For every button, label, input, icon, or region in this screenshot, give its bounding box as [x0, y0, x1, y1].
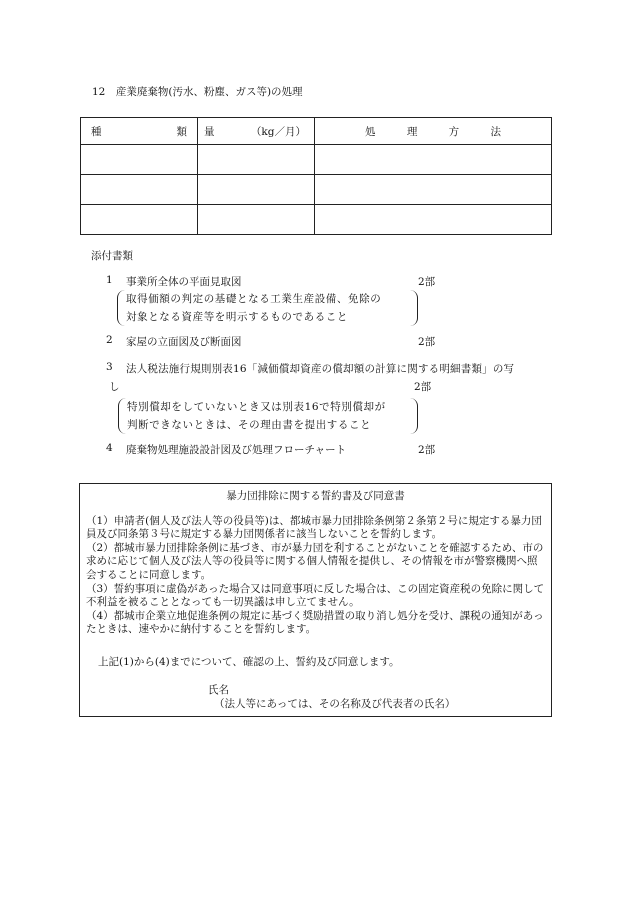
pledge-item-3: （3）誓約事項に虚偽があった場合又は同意事項に反した場合は、この固定資産税の免除に関して不利益を被ることとなっても一切異議は申し立てません。: [86, 583, 545, 609]
header-method-2: 理: [406, 125, 418, 138]
attachment-2-num: 2: [106, 334, 113, 346]
note-3-line-2: 判断できないときは、その理由書を提出すること: [127, 419, 372, 431]
waste-table: [80, 117, 552, 235]
header-kind-1: 種: [91, 125, 102, 138]
note-bracket-1: [117, 290, 418, 326]
note-1-line-1: 取得価額の判定の基礎となる工業生産設備、免除の: [126, 293, 382, 305]
header-method-3: 方: [448, 125, 460, 138]
table-cell-method[interactable]: [315, 175, 552, 205]
pledge-title: 暴力団排除に関する誓約書及び同意書: [226, 490, 405, 502]
table-cell-amount[interactable]: [198, 145, 315, 175]
header-method: [315, 118, 552, 145]
table-row: [81, 175, 552, 205]
section-title: 12 産業廃棄物(汚水、粉塵、ガス等)の処理: [92, 86, 303, 98]
pledge-item-1: （1）申請者(個人及び法人等の役員等)は、都城市暴力団排除条例第２条第２号に規定する暴力団員及び同条第３号に規定する暴力団関係者に該当しないことを誓約します。: [86, 515, 542, 541]
attachment-1-num: 1: [106, 274, 113, 286]
attachment-4-num: 4: [106, 442, 113, 454]
name-note: （法人等にあっては、その名称及び代表者の氏名）: [214, 698, 456, 710]
table-row: [81, 145, 552, 175]
note-bracket-3: [118, 398, 418, 434]
name-label: 氏名: [208, 684, 229, 696]
header-amount-unit: （kg／月）: [250, 125, 306, 138]
pledge-box: [79, 483, 552, 717]
attachment-2-copies: 2部: [418, 336, 436, 348]
attachment-3-copies: 2部: [414, 381, 432, 393]
attachment-3-continued: し: [109, 381, 120, 393]
table-cell-kind[interactable]: [81, 175, 198, 205]
note-3-line-1: 特別償却をしていないとき又は別表16で特別償却が: [127, 401, 386, 413]
attachments-heading: 添付書類: [91, 250, 133, 262]
table-cell-kind[interactable]: [81, 145, 198, 175]
attachment-1-copies: 2部: [418, 276, 436, 288]
table-cell-amount[interactable]: [198, 205, 315, 235]
attachment-3-text: 法人税法施行規則別表16「減価償却資産の償却額の計算に関する明細書類」の写: [126, 363, 515, 375]
table-cell-method[interactable]: [315, 205, 552, 235]
pledge-item-4: （4）都城市企業立地促進条例の規定に基づく奨励措置の取り消し処分を受け、課税の通知があったときは、速やかに納付することを誓約します。: [86, 610, 544, 636]
attachment-4-copies: 2部: [418, 444, 436, 456]
attachment-3-num: 3: [106, 361, 113, 373]
pledge-confirm: 上記(1)から(4)までについて、確認の上、誓約及び同意します。: [98, 656, 400, 668]
note-1-line-2: 対象となる資産等を明示するものであること: [126, 311, 348, 323]
table-row: [81, 205, 552, 235]
table-cell-kind[interactable]: [81, 205, 198, 235]
header-amount-label: 量: [204, 125, 215, 138]
attachment-1-text: 事業所全体の平面見取図: [126, 276, 242, 288]
header-method-1: 処: [365, 125, 376, 138]
table-cell-amount[interactable]: [198, 175, 315, 205]
attachment-2-text: 家屋の立面図及び断面図: [126, 336, 242, 348]
table-header-row: [81, 118, 552, 145]
pledge-item-2: （2）都城市暴力団排除条例に基づき、市が暴力団を利することがないことを確認するため、市の求めに応じて個人及び法人等の役員等に関する個人情報を提供し、その情報を市が警察機関へ照会することに同意します。: [86, 542, 544, 581]
header-kind-2: 類: [176, 125, 187, 138]
table-cell-method[interactable]: [315, 145, 552, 175]
header-method-4: 法: [490, 125, 501, 138]
attachment-4-text: 廃棄物処理施設設計図及び処理フローチャート: [126, 444, 347, 456]
header-amount: [198, 118, 315, 145]
header-kind: [81, 118, 198, 145]
